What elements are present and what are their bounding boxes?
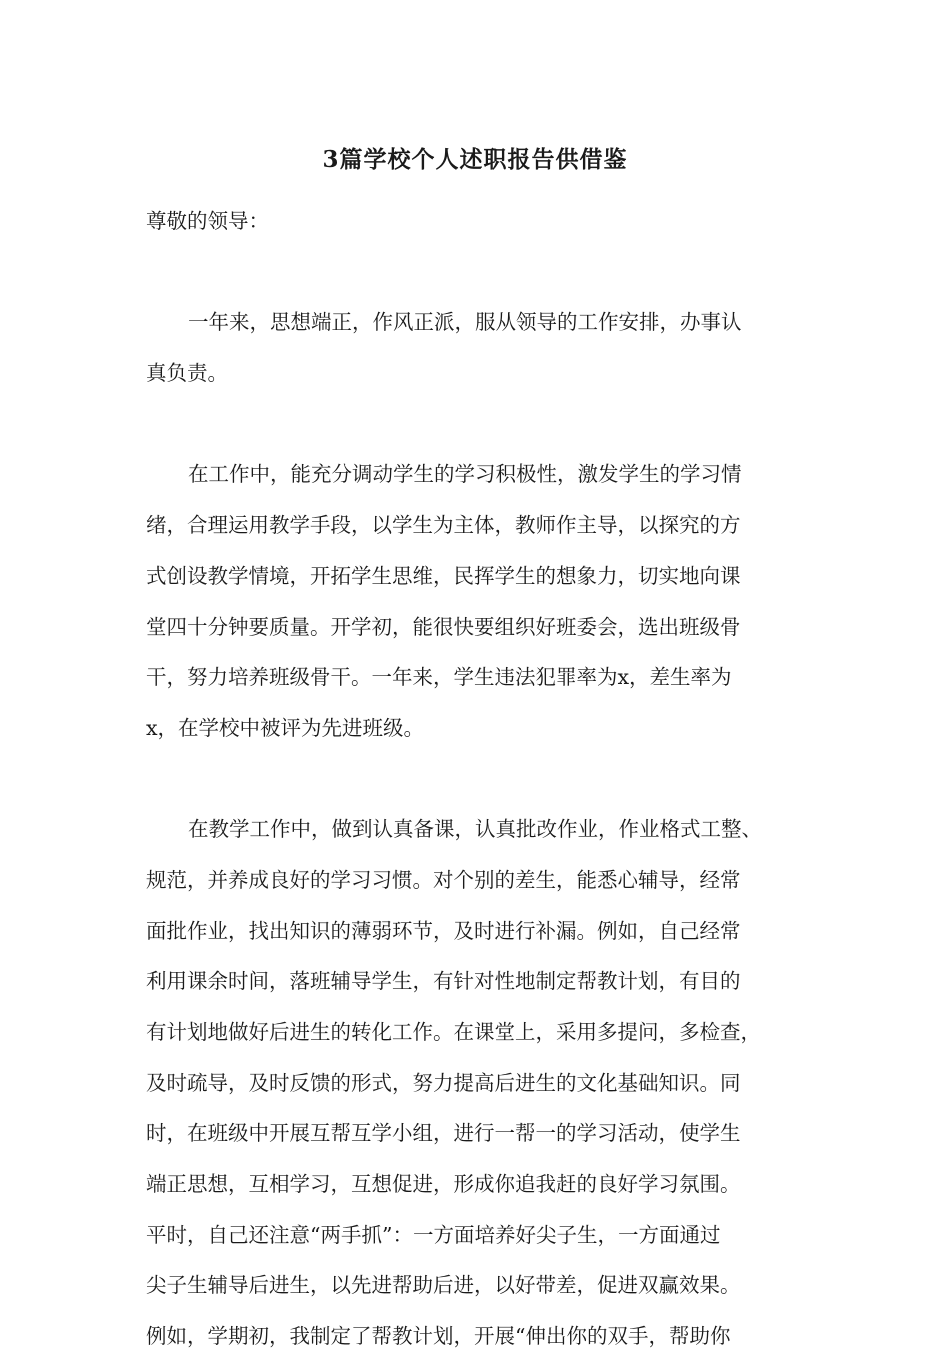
paragraph-line: 端正思想，互相学习，互想促进，形成你追我赶的良好学习氛围。	[146, 1172, 741, 1197]
paragraph	[146, 297, 806, 398]
paragraph-line: 真负责。	[146, 361, 228, 386]
paragraph-line: 尖子生辅导后进生，以先进帮助后进，以好带差，促进双赢效果。	[146, 1273, 741, 1298]
paragraph-line: 堂四十分钟要质量。开学初，能很快要组织好班委会，选出班级骨	[146, 614, 741, 639]
paragraph-line: x，在学校中被评为先进班级。	[146, 715, 425, 740]
paragraph-line: 时，在班级中开展互帮互学小组，进行一帮一的学习活动，使学生	[146, 1121, 741, 1146]
paragraph-gap	[146, 754, 806, 805]
document-body	[146, 196, 806, 1362]
salutation: 尊敬的领导：	[146, 209, 269, 233]
paragraph-gap	[146, 399, 806, 450]
paragraph-line: 及时疏导，及时反馈的形式，努力提高后进生的文化基础知识。同	[146, 1070, 741, 1095]
paragraph-line: 有计划地做好后进生的转化工作。在课堂上，采用多提问，多检查，	[146, 1020, 761, 1044]
paragraph	[146, 804, 806, 1362]
paragraph-line: 在教学工作中，做到认真备课，认真批改作业，作业格式工整、	[188, 817, 762, 842]
paragraph-line: 规范，并养成良好的学习习惯。对个别的差生，能悉心辅导，经常	[146, 867, 741, 892]
paragraph-line: 利用课余时间，落班辅导学生，有针对性地制定帮教计划，有目的	[146, 969, 741, 994]
paragraph-line: 一年来，思想端正，作风正派，服从领导的工作安排，办事认	[188, 310, 742, 335]
paragraph-line: 例如，学期初，我制定了帮教计划，开展“伸出你的双手，帮助你	[146, 1324, 731, 1349]
paragraph	[146, 449, 806, 753]
paragraph-line: 平时，自己还注意“两手抓”：一方面培养好尖子生，一方面通过	[146, 1222, 721, 1247]
paragraph-line: 绪，合理运用教学手段，以学生为主体，教师作主导，以探究的方	[146, 513, 741, 538]
paragraph-line: 在工作中，能充分调动学生的学习积极性，激发学生的学习情	[188, 462, 742, 487]
paragraph-line: 式创设教学情境，开拓学生思维，民挥学生的想象力，切实地向课	[146, 563, 741, 588]
paragraph-gap	[146, 247, 806, 298]
paragraph-line: 干，努力培养班级骨干。一年来，学生违法犯罪率为x，差生率为	[146, 665, 732, 690]
document-title: 3篇学校个人述职报告供借鉴	[322, 146, 628, 173]
paragraph-line: 面批作业，找出知识的薄弱环节，及时进行补漏。例如，自己经常	[146, 918, 741, 943]
